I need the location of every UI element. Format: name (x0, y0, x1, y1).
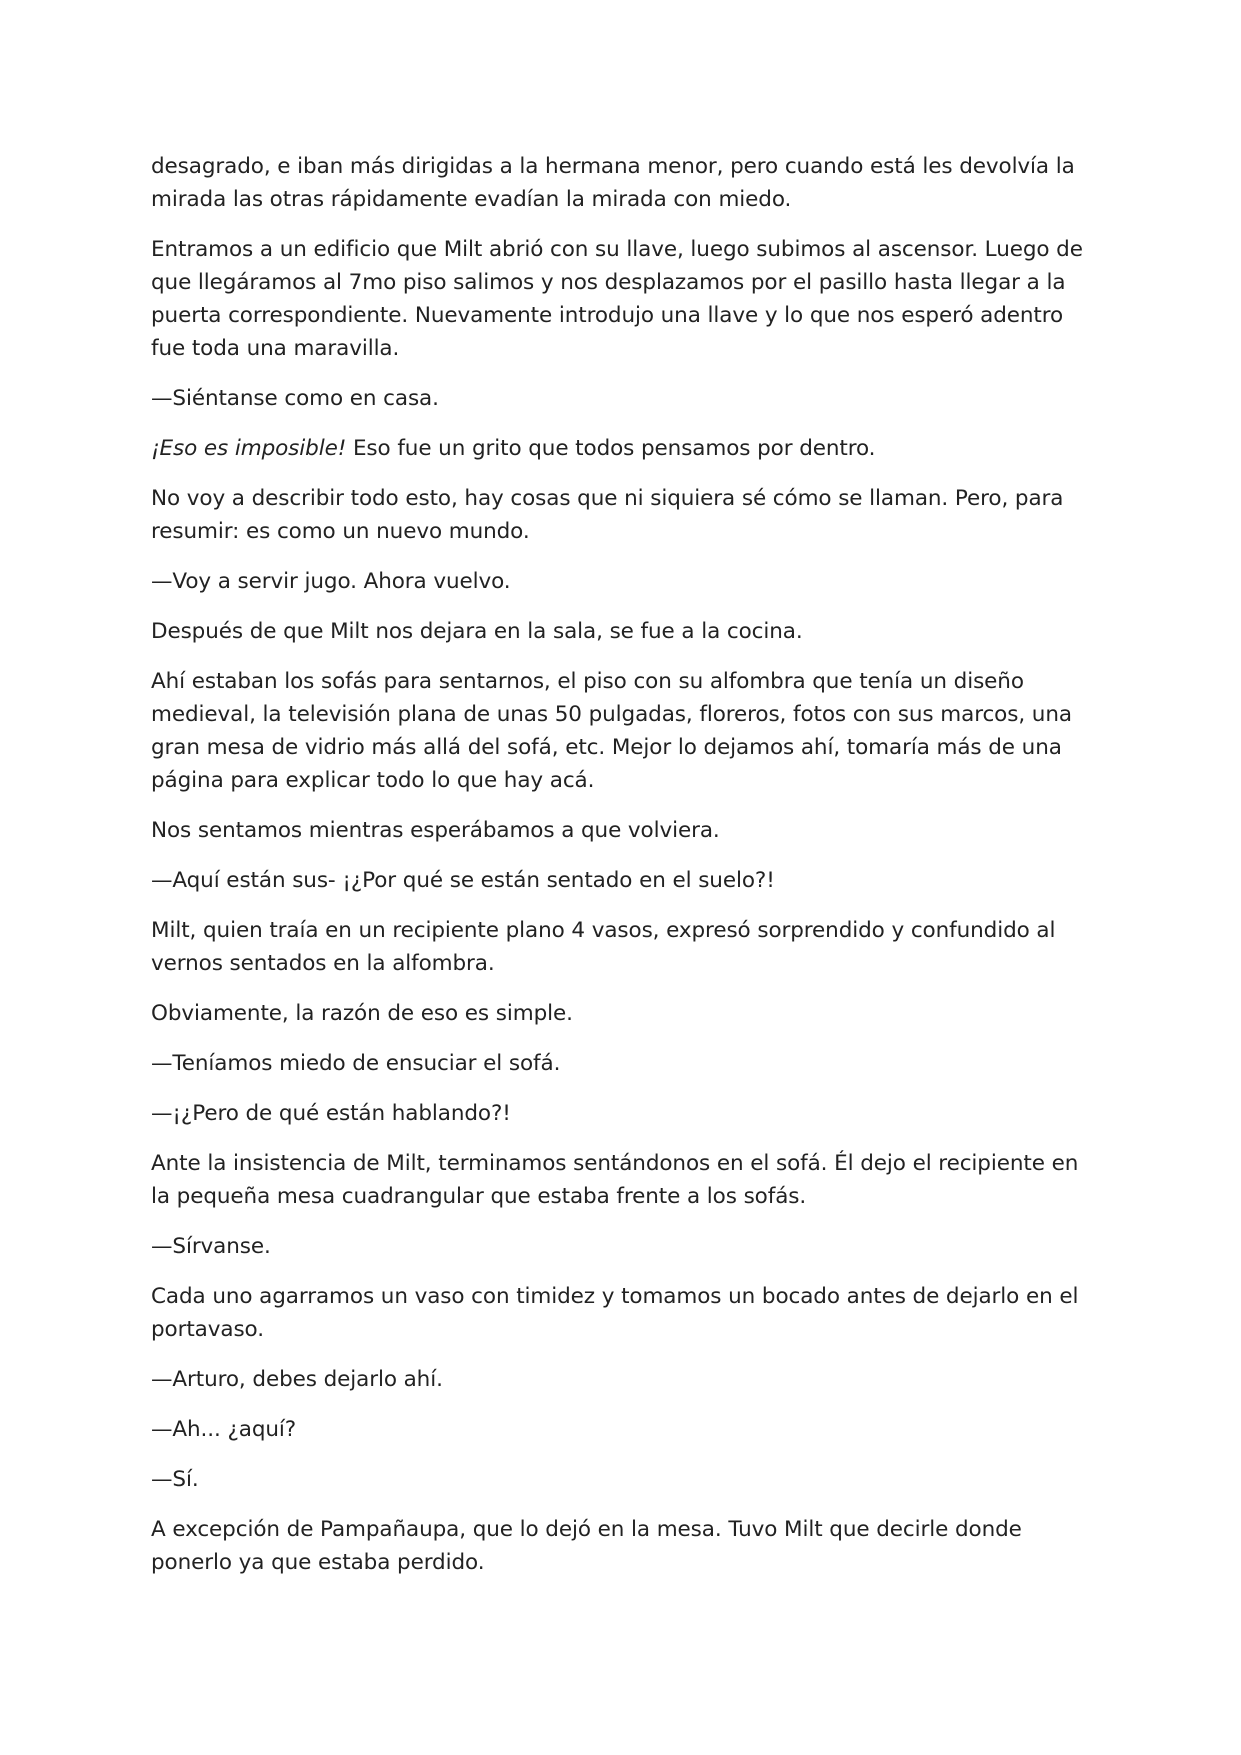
paragraph-18: —Arturo, debes dejarlo ahí. (151, 1367, 443, 1392)
paragraph-21: A excepción de Pampañaupa, que lo dejó en la mesa. Tuvo Milt que decirle donde ponerlo ya que estaba perdido. (151, 1517, 1022, 1575)
paragraph-4 (151, 432, 1091, 465)
paragraph-4-rest: Eso fue un grito que todos pensamos por dentro. (346, 436, 876, 461)
paragraph-13: —Teníamos miedo de ensuciar el sofá. (151, 1051, 561, 1076)
paragraph-14: —¡¿Pero de qué están hablando?! (151, 1101, 511, 1126)
paragraph-16: —Sírvanse. (151, 1234, 271, 1259)
paragraph-7: Después de que Milt nos dejara en la sala, se fue a la cocina. (151, 619, 803, 644)
paragraph-19: —Ah... ¿aquí? (151, 1417, 297, 1442)
document-page (151, 150, 1091, 1596)
paragraph-8: Ahí estaban los sofás para sentarnos, el piso con su alfombra que tenía un diseño medieval, la televisión plana de unas 50 pulgadas, floreros, fotos con sus marcos, una gran mesa de vidrio más allá del sofá, etc. Mejor lo dejamos ahí, tomaría más de una página para explicar todo lo que hay acá. (151, 669, 1072, 793)
paragraph-3: —Siéntanse como en casa. (151, 386, 439, 411)
paragraph-20: —Sí. (151, 1467, 199, 1492)
paragraph-10: —Aquí están sus- ¡¿Por qué se están sentado en el suelo?! (151, 868, 775, 893)
italic-exclamation: ¡Eso es imposible! (151, 436, 347, 461)
paragraph-2: Entramos a un edificio que Milt abrió con su llave, luego subimos al ascensor. Luego de que llegáramos al 7mo piso salimos y nos desplazamos por el pasillo hasta llegar a la puerta correspondiente. Nuevamente introdujo una llave y lo que nos esperó adentro fue toda una maravilla. (151, 237, 1083, 361)
paragraph-1: desagrado, e iban más dirigidas a la hermana menor, pero cuando está les devolvía la mirada las otras rápidamente evadían la mirada con miedo. (151, 154, 1075, 212)
paragraph-6: —Voy a servir jugo. Ahora vuelvo. (151, 569, 511, 594)
paragraph-5: No voy a describir todo esto, hay cosas que ni siquiera sé cómo se llaman. Pero, para resumir: es como un nuevo mundo. (151, 486, 1064, 544)
paragraph-17: Cada uno agarramos un vaso con timidez y tomamos un bocado antes de dejarlo en el portavaso. (151, 1284, 1079, 1342)
paragraph-12: Obviamente, la razón de eso es simple. (151, 1001, 573, 1026)
paragraph-11: Milt, quien traía en un recipiente plano 4 vasos, expresó sorprendido y confundido al vernos sentados en la alfombra. (151, 918, 1056, 976)
paragraph-15: Ante la insistencia de Milt, terminamos sentándonos en el sofá. Él dejo el recipiente en la pequeña mesa cuadrangular que estaba frente a los sofás. (151, 1151, 1079, 1209)
paragraph-9: Nos sentamos mientras esperábamos a que volviera. (151, 818, 720, 843)
